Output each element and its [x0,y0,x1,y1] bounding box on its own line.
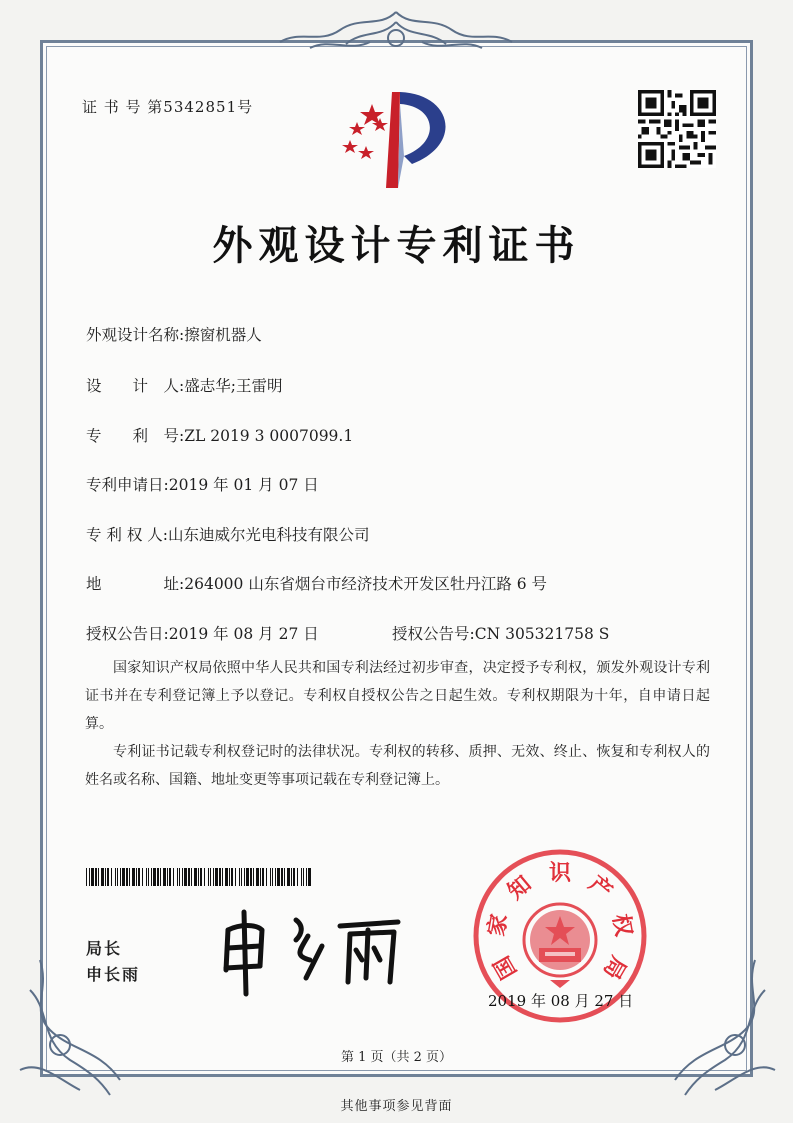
grant-number-value: CN 305321758 S [474,625,610,643]
statement-paragraph-1: 国家知识产权局依照中华人民共和国专利法经过初步审查，决定授予专利权，颁发外观设计专利证书并在专利登记簿上予以登记。专利权自授权公告之日起生效。专利权期限为十年，自申请日起算。 [85,660,710,732]
designer-value: 盛志华;王雷明 [184,377,283,395]
director-signature [210,890,410,1000]
design-name-value: 擦窗机器人 [184,326,262,344]
seal-date: 2019 年 08 月 27 日 [488,992,634,1010]
design-name-row [86,323,262,345]
patent-number-row [86,424,353,446]
patent-number-label: 专 利 号: [86,427,185,445]
seal-character: 家 [483,911,513,939]
grant-date-value: 2019 年 08 月 27 日 [168,625,319,643]
designer-label: 设 计 人: [86,377,185,395]
filing-date-label: 专利申请日: [86,476,169,494]
seal-character: 产 [583,870,618,905]
seal-character: 局 [597,951,632,984]
patentee-row [86,523,370,545]
back-note: 其他事项参见背面 [340,1099,453,1114]
page-number: 第 1 页（共 2 页） [340,1050,453,1065]
seal-character: 权 [607,911,637,939]
designer-row [86,374,282,396]
grant-number-row [392,622,609,644]
grant-date-row [86,622,319,644]
address-value: 264000 山东省烟台市经济技术开发区牡丹江路 6 号 [184,575,548,593]
director-name: 申长雨 [86,965,141,984]
grant-number-label: 授权公告号: [392,625,475,643]
qr-code [638,90,716,168]
statement-paragraph-2: 专利证书记载专利权登记时的法律状况。专利权的转移、质押、无效、终止、恢复和专利权人的姓名或名称、国籍、地址变更等事项记载在专利登记簿上。 [85,744,710,788]
director-title: 局长 [86,939,123,958]
barcode [86,868,314,886]
filing-date-row [86,473,319,495]
address-row [86,572,547,594]
seal-character: 知 [502,870,537,905]
grant-date-label: 授权公告日: [86,625,169,643]
address-label: 地 址: [86,575,185,593]
seal-character: 国 [488,951,523,984]
patentee-label: 专 利 权 人: [86,526,169,544]
patent-number-value: ZL 2019 3 0007099.1 [184,427,354,445]
patent-office-logo [332,84,472,194]
seal-character: 识 [548,860,572,886]
certificate-number: 证 书 号 第5342851号 [82,98,254,116]
design-name-label: 外观设计名称: [86,326,185,344]
certificate-title: 外观设计专利证书 [212,222,581,269]
patentee-value: 山东迪威尔光电科技有限公司 [168,526,370,544]
top-ornament [270,8,523,60]
bottom-right-ornament [655,950,785,1100]
filing-date-value: 2019 年 01 月 07 日 [168,476,319,494]
